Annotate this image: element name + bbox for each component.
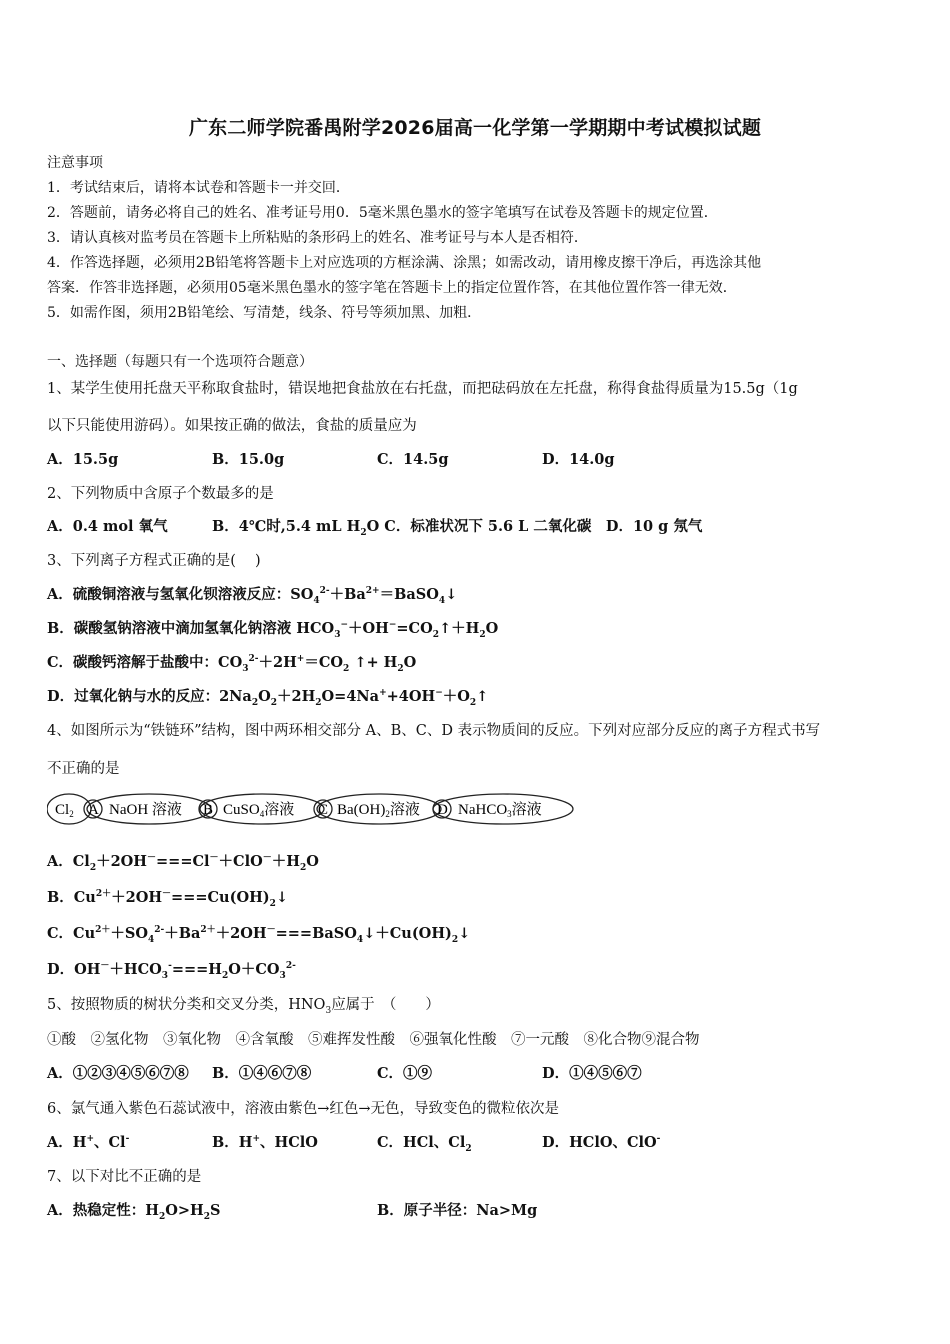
q4-stem-line1: 4、如图所示为“铁链环”结构，图中两环相交部分 A、B、C、D 表示物质间的反应。下列对应部分反应的离子方程式书写	[47, 723, 821, 739]
q5-option-d: D．①④⑤⑥⑦	[542, 1065, 642, 1082]
q1-option-d: D．14.0g	[542, 451, 615, 468]
q5-option-c: C．①⑨	[377, 1065, 433, 1082]
q3-option-b: B．碳酸氢钠溶液中滴加氢氧化钠溶液 $HCO_3^-+OH^-=CO_2↑+H_2O$	[47, 620, 499, 640]
label-c: C	[318, 802, 329, 818]
notice-item-3: 3．请认真核对监考员在答题卡上所粘贴的条形码上的姓名、准考证号与本人是否相符．	[47, 230, 588, 246]
ring-label-naoh: NaOH 溶液	[109, 802, 182, 818]
q4-option-b: B．$Cu^{2+}+2OH^-===Cu(OH)_2↓$	[47, 889, 289, 909]
q1-option-c: C．14.5g	[377, 451, 449, 468]
q3-option-c: C．碳酸钙溶解于盐酸中：$CO_3^{2-}+2H^+=CO_2$ ↑+ $H_2O$	[47, 654, 417, 674]
q6-option-b: B．H+、HClO	[212, 1134, 318, 1151]
ring-label-cuso4: CuSO$_4$溶液	[223, 802, 295, 819]
q4-stem-line2: 不正确的是	[47, 761, 120, 777]
q5-option-b: B．①④⑥⑦⑧	[212, 1065, 312, 1082]
q4-option-c: C．$Cu^{2+}+SO_4^{2-}+Ba^{2+}+2OH^-===BaSO_4↓+Cu(OH)_2↓$	[47, 925, 471, 945]
q1-option-b: B．15.0g	[212, 451, 285, 468]
q1-stem-line2: 以下只能使用游码）。如果按正确的做法，食盐的质量应为	[47, 418, 417, 434]
chain-ring-diagram	[47, 789, 577, 831]
q1-stem-line1: 1、某学生使用托盘天平称取食盐时，错误地把食盐放在右托盘，而把砝码放在左托盘，称得食盐得质量为15.5g（1g	[47, 381, 798, 397]
section-heading: 一、选择题（每题只有一个选项符合题意）	[47, 354, 313, 370]
ring-label-nahco3: NaHCO$_3$溶液	[458, 802, 542, 819]
q7-stem: 7、以下对比不正确的是	[47, 1169, 202, 1185]
q2-stem: 2、下列物质中含原子个数最多的是	[47, 486, 274, 502]
q6-stem: 6、氯气通入紫色石蕊试液中，溶液由紫色→红色→无色，导致变色的微粒依次是	[47, 1101, 560, 1117]
q2-options-bcd: B．4℃时,5.4 mL $H_2O$ C．标准状况下 5.6 L 二氧化碳 D．10 g 氖气	[212, 518, 703, 538]
notice-item-2: 2．答题前，请务必将自己的姓名、准考证号用0．5毫米黑色墨水的签字笔填写在试卷及答题卡的规定位置．	[47, 205, 718, 221]
label-d: D	[437, 802, 448, 818]
q4-option-d: D．$OH^-+HCO_3^-===H_2O+CO_3^{2-}$	[47, 961, 296, 981]
q6-option-c: C．HCl、$Cl_2$	[377, 1134, 472, 1154]
q1-option-a: A．15.5g	[47, 451, 119, 468]
page-title: 广东二师学院番禺附学2026届高一化学第一学期期中考试模拟试题	[188, 117, 762, 139]
notice-heading: 注意事项	[47, 155, 103, 171]
label-b: B	[203, 802, 214, 818]
q3-option-d: D．过氧化钠与水的反应：$2Na_2O_2+2H_2O=4Na^++4OH^-+O_2↑$	[47, 688, 489, 708]
notice-item-1: 1．考试结束后，请将本试卷和答题卡一并交回．	[47, 180, 350, 196]
q7-option-a: A．热稳定性：$H_2O>H_2S$	[47, 1202, 221, 1222]
label-a: A	[88, 802, 99, 818]
notice-item-4-cont: 答案．作答非选择题，必须用05毫米黑色墨水的签字笔在答题卡上的指定位置作答，在其他位置作答一律无效．	[47, 280, 737, 296]
q3-stem: 3、下列离子方程式正确的是( )	[47, 553, 261, 569]
q4-option-a: A．$Cl_2+2OH^-===Cl^-+ClO^-+H_2O$	[47, 853, 319, 873]
q7-option-b: B．原子半径：Na>Mg	[377, 1202, 538, 1219]
q3-option-a: A．硫酸铜溶液与氢氧化钡溶液反应：$SO_4^{2-}+Ba^{2+}=BaSO_4↓$	[47, 586, 458, 606]
ring-label-cl2: $Cl_2$	[55, 802, 74, 819]
q2-option-a: A．0.4 mol 氧气	[47, 518, 168, 535]
notice-item-4: 4．作答选择题，必须用2B铅笔将答题卡上对应选项的方框涂满、涂黑；如需改动，请用橡皮擦干净后，再选涂其他	[47, 255, 762, 271]
q6-option-a: A．H+、Cl-	[47, 1134, 130, 1151]
q6-option-d: D．HClO、ClO-	[542, 1134, 661, 1151]
q5-stem: 5、按照物质的树状分类和交叉分类，$HNO_3$应属于 （ ）	[47, 997, 440, 1016]
q5-choices: ①酸 ②氢化物 ③氧化物 ④含氧酸 ⑤难挥发性酸 ⑥强氧化性酸 ⑦一元酸 ⑧化合物⑨混合物	[47, 1032, 700, 1048]
notice-item-5: 5．如需作图，须用2B铅笔绘、写清楚，线条、符号等须加黑、加粗．	[47, 305, 482, 321]
q5-option-a: A．①②③④⑤⑥⑦⑧	[47, 1065, 189, 1082]
ring-label-baoh2: $Ba(OH)_2$溶液	[337, 802, 420, 819]
